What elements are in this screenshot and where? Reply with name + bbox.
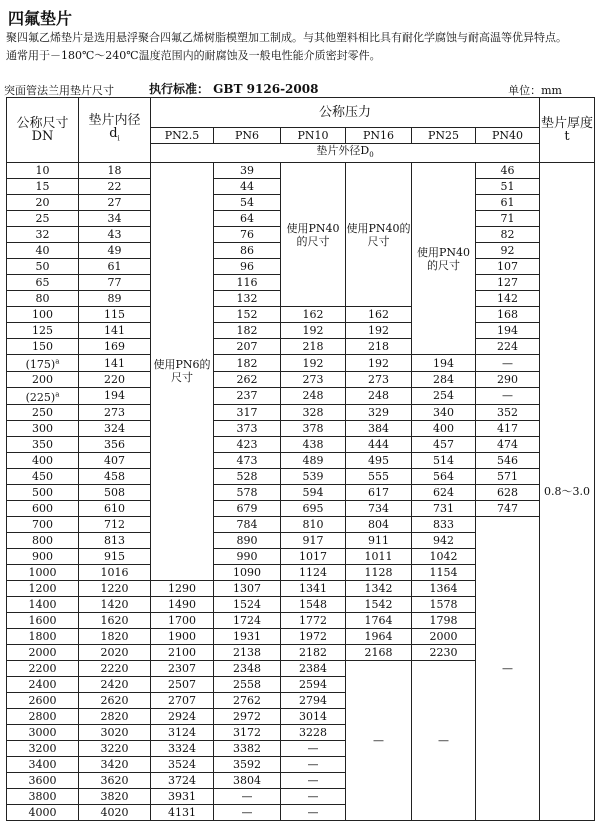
pn40-dash-cell: — (476, 516, 540, 820)
table-body (7, 98, 595, 821)
pn10-cell: 2384 (281, 660, 346, 676)
pn6-cell: 373 (214, 420, 281, 436)
pn10-cell: 1341 (281, 580, 346, 596)
pn2-5-cell: 4131 (151, 804, 214, 820)
table-row (7, 355, 595, 372)
pn2-5-cell: 3931 (151, 788, 214, 804)
dn-cell: 100 (7, 307, 79, 323)
di-cell: 610 (79, 500, 151, 516)
gasket-dimension-table (6, 97, 595, 821)
dn-cell: 20 (7, 195, 79, 211)
dn-cell: 450 (7, 468, 79, 484)
dn-cell: 600 (7, 500, 79, 516)
pn2-5-cell: 1490 (151, 596, 214, 612)
pn10-cell: 438 (281, 436, 346, 452)
pn6-cell: 2762 (214, 692, 281, 708)
dn-cell: 250 (7, 404, 79, 420)
pn6-cell: 44 (214, 179, 281, 195)
dn-cell: 32 (7, 227, 79, 243)
pn40-cell: 747 (476, 500, 540, 516)
table-row (7, 387, 595, 404)
pn16-cell: 384 (346, 420, 412, 436)
dn-cell: 2000 (7, 644, 79, 660)
dn-cell: 25 (7, 211, 79, 227)
dn-cell: 400 (7, 452, 79, 468)
pn10-cell: 810 (281, 516, 346, 532)
pn6-cell: 207 (214, 339, 281, 355)
pn6-cell: 182 (214, 323, 281, 339)
dn-cell: 300 (7, 420, 79, 436)
dn-cell (7, 387, 79, 404)
pn10-cell: 1124 (281, 564, 346, 580)
pn6-cell: 890 (214, 532, 281, 548)
pn6-cell: 64 (214, 211, 281, 227)
dn-cell: 1400 (7, 596, 79, 612)
footnote-marker: a (55, 357, 60, 366)
pn10-cell: — (281, 788, 346, 804)
di-cell: 115 (79, 307, 151, 323)
pn40-cell: 168 (476, 307, 540, 323)
di-cell: 356 (79, 436, 151, 452)
pn-label-2: PN10 (281, 128, 346, 144)
outer-dia-text: 垫片外径$D_0$ (316, 144, 374, 160)
pn6-cell: 2138 (214, 644, 281, 660)
pn16-cell: 273 (346, 371, 412, 387)
outer-dia-header (151, 144, 540, 163)
pn10-cell: 2182 (281, 644, 346, 660)
pn16-cell: 1542 (346, 596, 412, 612)
thickness-cell: 0.8～3.0 (540, 163, 595, 820)
description-line-2: 通常用于－180℃～240℃温度范围内的耐腐蚀及一般电性能介质密封零件。 (6, 49, 381, 62)
pn25-cell: 624 (412, 484, 476, 500)
di-header-sub-index: i (117, 134, 120, 143)
pn25-cell: 833 (412, 516, 476, 532)
pn6-cell: 54 (214, 195, 281, 211)
pn25-cell: 254 (412, 387, 476, 404)
pn6-cell: 679 (214, 500, 281, 516)
table-row (7, 420, 595, 436)
di-cell: 194 (79, 387, 151, 404)
pn6-cell: 182 (214, 355, 281, 372)
di-cell: 220 (79, 371, 151, 387)
di-header-label: 垫片内径 (88, 113, 141, 129)
pn25-cell: 731 (412, 500, 476, 516)
dn-cell (7, 355, 79, 372)
pn6-cell: 990 (214, 548, 281, 564)
pn6-cell: 262 (214, 371, 281, 387)
pn10-cell: — (281, 740, 346, 756)
di-cell: 3420 (79, 756, 151, 772)
pn6-cell: 3592 (214, 756, 281, 772)
pn2-5-cell: 1700 (151, 612, 214, 628)
pn6-cell: 76 (214, 227, 281, 243)
pn6-cell: 2348 (214, 660, 281, 676)
pn25-cell: 284 (412, 371, 476, 387)
dn-header-label: 公称尺寸 (16, 116, 69, 132)
pn40-cell: 546 (476, 452, 540, 468)
pn10-cell: — (281, 804, 346, 820)
dn-cell: 3000 (7, 724, 79, 740)
dn-cell: 200 (7, 371, 79, 387)
pn10-cell: — (281, 756, 346, 772)
dn-cell: 3400 (7, 756, 79, 772)
di-header (79, 98, 151, 163)
header-row (7, 98, 595, 128)
di-cell: 813 (79, 532, 151, 548)
thickness-header-sub: t (564, 129, 570, 145)
pn25-cell: 1798 (412, 612, 476, 628)
table-row (7, 339, 595, 355)
di-cell: 458 (79, 468, 151, 484)
flange-type-label: 突面管法兰用垫片尺寸 (4, 84, 114, 97)
di-cell: 27 (79, 195, 151, 211)
dn-cell: 1000 (7, 564, 79, 580)
header-stack (540, 117, 594, 143)
dn-cell: 900 (7, 548, 79, 564)
description-line-1: 聚四氟乙烯垫片是选用悬浮聚合四氟乙烯树脂模塑加工制成。与其他塑料相比具有耐化学腐蚀与耐高温等优异特点。 (6, 31, 567, 44)
pn6-cell: 1524 (214, 596, 281, 612)
table-row (7, 163, 595, 179)
dn-cell: 500 (7, 484, 79, 500)
pn2-5-cell: 1900 (151, 628, 214, 644)
pn40-cell: — (476, 355, 540, 372)
pn40-cell: 107 (476, 259, 540, 275)
di-cell: 3820 (79, 788, 151, 804)
dn-cell: 80 (7, 291, 79, 307)
pn10-cell: 695 (281, 500, 346, 516)
pn10-cell: 378 (281, 420, 346, 436)
pn40-cell: 628 (476, 484, 540, 500)
pn10-cell: 248 (281, 387, 346, 404)
pn40-cell: 61 (476, 195, 540, 211)
di-cell: 141 (79, 323, 151, 339)
pn10-cell: 1548 (281, 596, 346, 612)
pn25-cell: 340 (412, 404, 476, 420)
dn-cell: 2600 (7, 692, 79, 708)
pn6-cell: 1724 (214, 612, 281, 628)
dn-cell: 3800 (7, 788, 79, 804)
di-cell: 508 (79, 484, 151, 500)
dn-cell: 65 (7, 275, 79, 291)
pn6-cell: 3172 (214, 724, 281, 740)
di-cell: 2420 (79, 676, 151, 692)
di-cell: 34 (79, 211, 151, 227)
pn16-cell: 734 (346, 500, 412, 516)
pn6-cell: — (214, 788, 281, 804)
pn6-cell: 473 (214, 452, 281, 468)
pn16-cell: 162 (346, 307, 412, 323)
pn10-cell: 192 (281, 355, 346, 372)
pressure-header: 公称压力 (151, 98, 540, 128)
pn16-cell: 444 (346, 436, 412, 452)
pn6-cell: 96 (214, 259, 281, 275)
pn25-cell: 564 (412, 468, 476, 484)
pn10-cell: — (281, 772, 346, 788)
dn-cell: 40 (7, 243, 79, 259)
pn2-5-cell: 3724 (151, 772, 214, 788)
di-cell: 77 (79, 275, 151, 291)
pn2-5-cell: 2100 (151, 644, 214, 660)
pn16-dash-cell: — (346, 660, 412, 820)
pn40-cell: 92 (476, 243, 540, 259)
pn25-cell: 942 (412, 532, 476, 548)
pn-label-4: PN25 (412, 128, 476, 144)
di-cell: 2220 (79, 660, 151, 676)
pn25-cell: 457 (412, 436, 476, 452)
pn10-cell: 218 (281, 339, 346, 355)
pn10-cell: 192 (281, 323, 346, 339)
pn10-cell: 489 (281, 452, 346, 468)
pn16-cell: 1011 (346, 548, 412, 564)
table-caption-bar (4, 80, 596, 96)
dn-cell: 2200 (7, 660, 79, 676)
pn16-cell: 617 (346, 484, 412, 500)
dn-header (7, 98, 79, 163)
di-cell: 49 (79, 243, 151, 259)
pn6-cell: 2558 (214, 676, 281, 692)
pn25-dash-cell: — (412, 660, 476, 820)
pn40-cell: 46 (476, 163, 540, 179)
pn16-note-cell: 使用PN40的尺寸 (346, 163, 412, 307)
dn-cell: 1200 (7, 580, 79, 596)
table-row (7, 516, 595, 532)
pn2-5-cell: 2507 (151, 676, 214, 692)
pn-label-5: PN40 (476, 128, 540, 144)
pn10-cell: 3014 (281, 708, 346, 724)
pn16-cell: 248 (346, 387, 412, 404)
pn10-cell: 3228 (281, 724, 346, 740)
di-cell: 43 (79, 227, 151, 243)
pn2-5-cell: 3124 (151, 724, 214, 740)
pn6-cell: 116 (214, 275, 281, 291)
pn25-cell: 400 (412, 420, 476, 436)
pn25-cell: 194 (412, 355, 476, 372)
table-row (7, 323, 595, 339)
pn25-cell: 1364 (412, 580, 476, 596)
pn6-cell: 1090 (214, 564, 281, 580)
pn-label-1: PN6 (214, 128, 281, 144)
di-cell: 89 (79, 291, 151, 307)
pn10-cell: 594 (281, 484, 346, 500)
dn-cell: 4000 (7, 804, 79, 820)
di-cell: 324 (79, 420, 151, 436)
pn16-cell: 192 (346, 323, 412, 339)
pn10-cell: 162 (281, 307, 346, 323)
dn-cell: 15 (7, 179, 79, 195)
dn-cell: 50 (7, 259, 79, 275)
pn6-cell: 3382 (214, 740, 281, 756)
di-cell: 1620 (79, 612, 151, 628)
dn-cell: 2800 (7, 708, 79, 724)
pn10-cell: 2594 (281, 676, 346, 692)
pn16-cell: 1342 (346, 580, 412, 596)
di-cell: 1016 (79, 564, 151, 580)
table-row (7, 484, 595, 500)
di-cell: 712 (79, 516, 151, 532)
pn10-cell: 1772 (281, 612, 346, 628)
pn10-cell: 328 (281, 404, 346, 420)
pn40-cell: 194 (476, 323, 540, 339)
pn25-cell: 2230 (412, 644, 476, 660)
outer-dia-sub: 0 (369, 151, 374, 160)
di-cell: 273 (79, 404, 151, 420)
di-cell: 22 (79, 179, 151, 195)
di-header-sub: $d_i$ (109, 126, 120, 143)
dn-cell: 700 (7, 516, 79, 532)
pn6-cell: — (214, 804, 281, 820)
di-cell: 2620 (79, 692, 151, 708)
pn6-cell: 237 (214, 387, 281, 404)
pn16-cell: 911 (346, 532, 412, 548)
pn40-cell: 51 (476, 179, 540, 195)
di-cell: 3620 (79, 772, 151, 788)
pn6-cell: 39 (214, 163, 281, 179)
pn2-5-cell: 2707 (151, 692, 214, 708)
pn40-cell: 571 (476, 468, 540, 484)
pn40-cell: — (476, 387, 540, 404)
pn16-cell: 1764 (346, 612, 412, 628)
pn6-cell: 86 (214, 243, 281, 259)
pn10-cell: 1017 (281, 548, 346, 564)
pn10-cell: 1972 (281, 628, 346, 644)
di-cell: 61 (79, 259, 151, 275)
di-cell: 169 (79, 339, 151, 355)
pn6-cell: 784 (214, 516, 281, 532)
di-cell: 1220 (79, 580, 151, 596)
pn6-cell: 423 (214, 436, 281, 452)
di-cell: 1420 (79, 596, 151, 612)
pn2-5-cell: 2924 (151, 708, 214, 724)
header-stack (79, 114, 150, 146)
di-cell: 3020 (79, 724, 151, 740)
pn2-5-cell: 3324 (151, 740, 214, 756)
pn40-cell: 82 (476, 227, 540, 243)
header-stack (7, 117, 78, 143)
table-row (7, 452, 595, 468)
dn-text: $(225)^a$ (25, 389, 60, 404)
table-row (7, 468, 595, 484)
pn40-cell: 352 (476, 404, 540, 420)
pn6-cell: 528 (214, 468, 281, 484)
pn16-cell: 218 (346, 339, 412, 355)
pn-label-0: PN2.5 (151, 128, 214, 144)
pn40-cell: 127 (476, 275, 540, 291)
dn-cell: 125 (7, 323, 79, 339)
dn-text: $(175)^a$ (25, 357, 60, 371)
pn16-cell: 1964 (346, 628, 412, 644)
dn-cell: 10 (7, 163, 79, 179)
di-cell: 18 (79, 163, 151, 179)
thickness-header-label: 垫片厚度 (541, 116, 594, 132)
pn16-cell: 1128 (346, 564, 412, 580)
pn16-cell: 495 (346, 452, 412, 468)
pn40-cell: 290 (476, 371, 540, 387)
pn2-5-note-cell: 使用PN6的尺寸 (151, 163, 214, 580)
table-row (7, 436, 595, 452)
table-row (7, 307, 595, 323)
pn6-cell: 3804 (214, 772, 281, 788)
pn10-note-cell: 使用PN40的尺寸 (281, 163, 346, 307)
pn6-cell: 2972 (214, 708, 281, 724)
pn25-cell: 2000 (412, 628, 476, 644)
pn40-cell: 71 (476, 211, 540, 227)
unit-label: 单位：mm (508, 84, 562, 97)
dn-cell: 3200 (7, 740, 79, 756)
pn40-cell: 474 (476, 436, 540, 452)
dn-cell: 1800 (7, 628, 79, 644)
di-cell: 3220 (79, 740, 151, 756)
di-cell: 2820 (79, 708, 151, 724)
di-cell: 2020 (79, 644, 151, 660)
pn6-cell: 1931 (214, 628, 281, 644)
pn16-cell: 2168 (346, 644, 412, 660)
thickness-header (540, 98, 595, 163)
di-cell: 915 (79, 548, 151, 564)
pn16-cell: 555 (346, 468, 412, 484)
pn6-cell: 317 (214, 404, 281, 420)
pn6-cell: 578 (214, 484, 281, 500)
di-cell: 407 (79, 452, 151, 468)
pn10-cell: 917 (281, 532, 346, 548)
dn-cell: 150 (7, 339, 79, 355)
table-row (7, 404, 595, 420)
pn6-cell: 132 (214, 291, 281, 307)
dn-cell: 800 (7, 532, 79, 548)
standard-label: 执行标准： GBT 9126-2008 (149, 82, 319, 96)
di-cell: 1820 (79, 628, 151, 644)
pn6-cell: 1307 (214, 580, 281, 596)
pn25-cell: 1578 (412, 596, 476, 612)
pn25-note-cell: 使用PN40的尺寸 (412, 163, 476, 355)
dn-header-sub: DN (31, 129, 54, 145)
pn25-cell: 514 (412, 452, 476, 468)
pn40-cell: 224 (476, 339, 540, 355)
pn2-5-cell: 1290 (151, 580, 214, 596)
footnote-marker: a (55, 389, 60, 398)
pn-label-3: PN16 (346, 128, 412, 144)
pn2-5-cell: 3524 (151, 756, 214, 772)
pn10-cell: 539 (281, 468, 346, 484)
pn16-cell: 329 (346, 404, 412, 420)
pn6-cell: 152 (214, 307, 281, 323)
pn10-cell: 273 (281, 371, 346, 387)
dn-cell: 350 (7, 436, 79, 452)
dn-cell: 2400 (7, 676, 79, 692)
dn-cell: 3600 (7, 772, 79, 788)
pn40-cell: 417 (476, 420, 540, 436)
pn25-cell: 1042 (412, 548, 476, 564)
pn10-cell: 2794 (281, 692, 346, 708)
pn25-cell: 1154 (412, 564, 476, 580)
di-cell: 141 (79, 355, 151, 372)
pn2-5-cell: 2307 (151, 660, 214, 676)
page-title: 四氟垫片 (8, 9, 73, 28)
pn16-cell: 192 (346, 355, 412, 372)
table-row (7, 500, 595, 516)
di-cell: 4020 (79, 804, 151, 820)
dn-cell: 1600 (7, 612, 79, 628)
table-row (7, 371, 595, 387)
pn40-cell: 142 (476, 291, 540, 307)
pn16-cell: 804 (346, 516, 412, 532)
